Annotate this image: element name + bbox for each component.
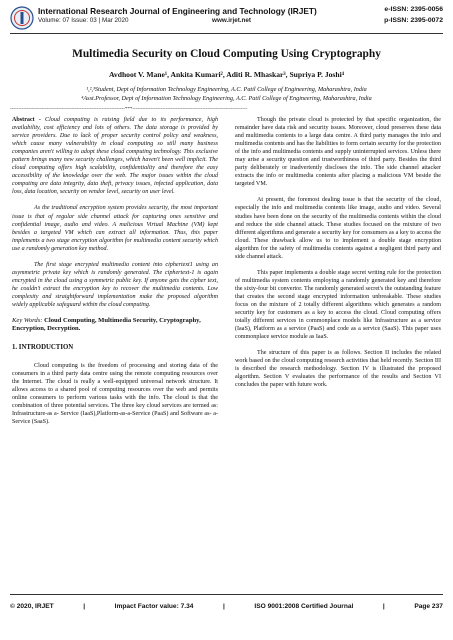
irjet-logo-icon	[10, 6, 34, 30]
journal-website: www.irjet.net	[212, 17, 251, 24]
journal-name: International Research Journal of Engineering and Technology (IRJET)	[38, 6, 317, 16]
paper-authors: Avdhoot V. Mane¹, Ankita Kumari², Aditi R. Mhaskar³, Supriya P. Joshi⁴	[109, 70, 344, 79]
section-heading-introduction: 1. INTRODUCTION	[12, 343, 74, 351]
footer-divider: |	[223, 603, 225, 610]
footer-iso: ISO 9001:2008 Certified Journal	[254, 603, 354, 610]
separator-text: ---------------------------------------------------------------------***---------------------------------------------------------------------	[10, 107, 443, 115]
abstract-paragraph: Abstract - Cloud computing is raising field due to its performance, high availability, cost efficiency and lots of others. The data storage is provided by service providers. Due to lack of proper security control policy and weakness, which cause many vulnerability in cloud computing so still many business companies aren't willing to adopt these cloud computing technology. This exclusive pattern brings many new security challenges, which haven't been well implicit. The cloud computing offers high scalability, confidentiality and therefore the easy accessibility of the knowledge over the web. The major issues within the cloud computing are data integrity, data theft, privacy issues, infected application, data loss, data location, security on vendor level, security on user level.	[12, 117, 218, 196]
intro-paragraph: Cloud computing is the freedom of processing and storing data of the consumers in a third party data centre using the remote computing resources over the Internet. The cloud is really a well-equipped universal network structure. It allows access to a shared pool of computing resources over the web and permits online consumers to perform various tasks with the info. The cloud is that the combination of three potential services. The three key cloud services are termed as: Infrastructure-as a- Service (IaaS),Platform-as-a-Service (PaaS) and Software as- a-Service (SaaS).	[12, 362, 218, 426]
affiliation-professor: ⁴Asst.Professor, Dept of Information Technology Engineering, A.C. Patil College of Engineering, Maharashtra, India	[81, 95, 372, 102]
body-paragraph-2: At present, the foremost dealing issue is that the security of the cloud, especially the info and multimedia contents like image, audio and video. Several studies have been done on the security of the multimedia contents within the cloud and reduce the side channel attack. These studies focused on the mixture of two different algorithms and generate a security key for consumers as a key to access the cloud. These drawback allow us to to implement a double stage encryption algorithm for the safety of multimedia contents against a negligent third party and side channel attack.	[235, 197, 441, 260]
eissn: e-ISSN: 2395-0056	[384, 6, 443, 13]
keywords-label: Key Words:	[12, 317, 43, 325]
keywords: Key Words: Cloud Computing, Multimedia Security, Cryptography, Encryption, Decryption.	[12, 317, 201, 333]
header-rule	[10, 33, 443, 34]
abstract-paragraph-3: The first stage encrypted multimedia content into ciphertext1 using an asymmetric private key which is randomly generated. The ciphertext-1 is again encrypted in the cloud using a symmetric public key. If anyone gets the cipher text, he couldn't extract the encryption key to recover the multimedia contents. Low complexity and straightforward implementation make the proposed algorithm widely applicable safeguard within the cloud computing.	[12, 261, 218, 308]
footer-page-number: Page 237	[414, 603, 443, 610]
paper-title: Multimedia Security on Cloud Computing Using Cryptography	[72, 48, 381, 60]
right-column	[235, 116, 441, 397]
abstract-label: Abstract -	[12, 117, 41, 123]
volume-issue: Volume: 07 Issue: 03 | Mar 2020	[38, 17, 129, 24]
page-footer	[10, 603, 443, 610]
journal-header	[0, 0, 453, 40]
footer-rule	[10, 594, 443, 595]
abstract-paragraph-2: As the traditional encryption system provides security, the most important issue is that of regular side channel attack for capturing ones sensitive and confidential image, audio and video. A malicious Virtual Machine (VM) kept besides a targeted VM which can extract all information. Thus, this paper implements a two stage encryption algorithm for multimedia content security which use a randomly generation key method.	[12, 205, 218, 252]
footer-copyright: © 2020, IRJET	[10, 603, 54, 610]
affiliation-students: ¹,²,³Student, Dept of Information Technology Engineering, A.C. Patil College of Engineering, Maharashtra, India	[86, 86, 367, 93]
left-column	[12, 116, 218, 434]
footer-impact-factor: Impact Factor value: 7.34	[114, 603, 194, 610]
body-paragraph-4: The structure of this paper is as follows. Section II includes the related work based on the cloud computing research activities that held recently. Section III is described the research methodology. Section IV is illustrated the proposed algorithm. Section V evaluates the performance of the results and Section VI concludes the paper with future work.	[235, 350, 441, 389]
body-paragraph-1: Though the private cloud is protected by that specific organization, the remainder have data risk and security issues. Moreover, cloud preserves these data and multimedia contents to a large data centre. A third party manages the info and multimedia contents and has the liabilities to form certain security for the protection of the info and multimedia contents and supply uninterrupted services. Unless there may arise a security question and trustworthiness of third party. Besides the third party deliberately or inadvertently discloses the info. The side channel attacker extracts the info or multimedia contents after placing a malicious VM beside the targeted VM.	[235, 117, 441, 188]
footer-divider: |	[83, 603, 86, 610]
body-paragraph-3: This paper implements a double stage secret writing rule for the protection of multimedia system contents employing a randomly generated key and therefore the sixty-four bit convertor. The randomly generated secret's the outstanding feature that creates the second stage encrypted information unbreakable. These studies focus on the mixture of 2 totally different algorithms which generates a random security key for customers as a key to access the cloud. Cloud computing offers totally different services in commonplace models like Infrastructure as a service (IaaS), Platform as a service (PaaS) and code as a service (SaaS). This paper uses commonplace service module as IaaS.	[235, 269, 441, 341]
journal-volume-line	[38, 17, 251, 24]
footer-divider: |	[382, 603, 385, 610]
pissn: p-ISSN: 2395-0072	[384, 17, 443, 24]
